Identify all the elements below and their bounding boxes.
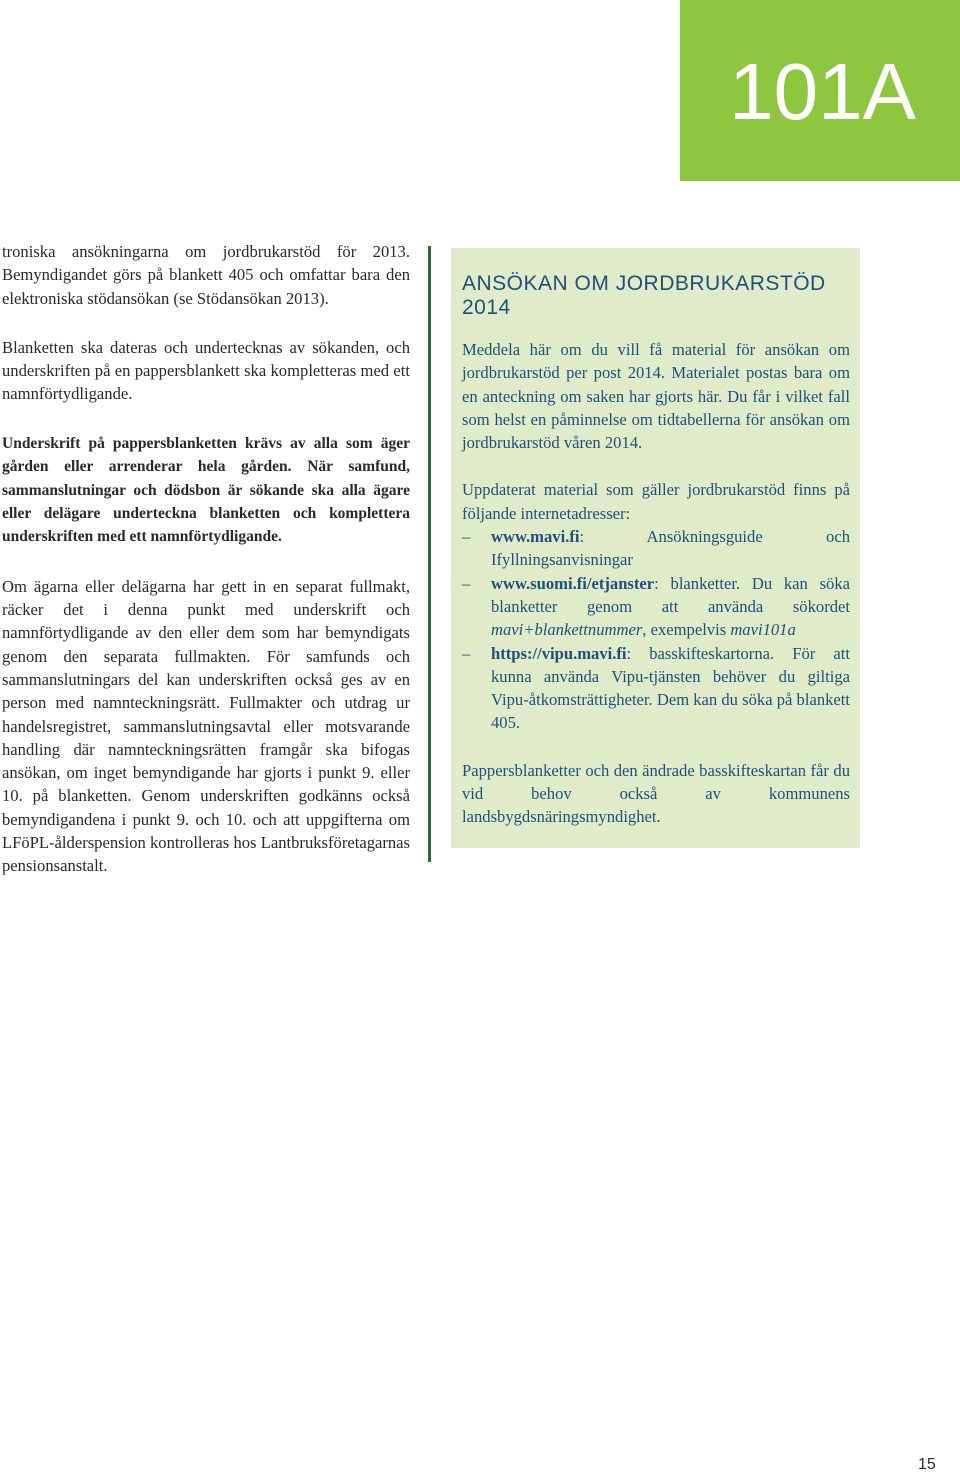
link-suomi[interactable]: www.suomi.fi/etjanster xyxy=(491,573,655,593)
link-suomi-description-2: , exempelvis xyxy=(642,620,731,640)
link-list xyxy=(462,525,850,735)
link-item-mavi xyxy=(462,525,850,572)
page-number: 15 xyxy=(918,1456,936,1473)
info-sidebar xyxy=(451,248,860,848)
sidebar-intro: Meddela här om du vill få material för ansökan om jordbrukarstöd per post 2014. Materialet postas bara om en anteckning om saken har gjorts här. Du får i vilket fall som helst en påminnelse om tidtabellerna för ansökan om jordbrukarstöd våren 2014. xyxy=(462,340,850,453)
dash-marker: – xyxy=(462,643,471,663)
search-term-example: mavi+blankettnummer xyxy=(491,620,643,640)
link-vipu-description: : basskifteskartorna. För att kunna använda Vipu-tjänsten behöver du giltiga Vipu-åtkomsträttigheter. Dem kan du söka på blankett 405. xyxy=(491,643,850,733)
left-paragraph-1: troniska ansökningarna om jordbrukarstöd för 2013. Bemyndigandet görs på blankett 405 och omfattar bara den elektroniska stödansökan (se Stödansökan 2013). xyxy=(2,242,410,308)
left-paragraph-4: Om ägarna eller delägarna har gett in en separat fullmakt, räcker det i denna punkt med underskrift och namnförtydligande av den eller dem som har bemyndigats genom den separata fullmakten. För samfunds och sammanslutningars del kan underskriften också ges av en person med namnteckningsrätt. Fullmakter och utdrag ur handelsregistret, sammanslutningsavtal eller motsvarande handling där namnteckningsrätten framgår ska bifogas ansökan, om inget bemyndigande har gjorts i punkt 9. eller 10. på blanketten. Genom underskriften godkänns också bemyndigandena i punkt 9. och 10. och att uppgifterna om LFöPL-ålderspension kontrolleras hos Lantbruksföretagarnas pensionsanstalt. xyxy=(2,576,410,876)
dash-marker: – xyxy=(462,573,471,593)
sidebar-title: ANSÖKAN OM JORDBRUKARSTÖD 2014 xyxy=(462,272,826,319)
left-column xyxy=(2,240,410,904)
link-mavi[interactable]: www.mavi.fi xyxy=(491,527,580,547)
sidebar-body xyxy=(462,338,850,853)
link-mavi-description: : Ansökningsguide och Ifyllningsanvisningar xyxy=(491,527,850,570)
link-vipu[interactable]: https://vipu.mavi.fi xyxy=(491,643,627,663)
link-suomi-description: : blanketter. Du kan söka blanketter genom att använda sökordet xyxy=(491,573,850,616)
left-paragraph-2: Blanketten ska dateras och undertecknas av sökanden, och underskriften på en pappersblankett ska kompletteras med ett namnförtydligande. xyxy=(2,337,410,404)
sidebar-intro-2: Uppdaterat material som gäller jordbrukarstöd finns på följande internetadresser: xyxy=(462,480,850,523)
search-term-sample: mavi101a xyxy=(730,620,796,640)
link-item-vipu xyxy=(462,642,850,735)
link-item-suomi xyxy=(462,572,850,642)
column-divider xyxy=(428,246,431,862)
sidebar-outro: Pappersblanketter och den ändrade basskifteskartan får du vid behov också av kommunens landsbygdsnäringsmyndighet. xyxy=(462,760,850,827)
section-tab xyxy=(680,0,960,181)
dash-marker: – xyxy=(462,527,471,547)
section-tab-label: 101A xyxy=(729,47,916,136)
left-paragraph-3-bold: Underskrift på pappersblanketten krävs av alla som äger gården eller arrenderar hela gården. När samfund, sammanslutningar och dödsbon är sökande ska alla ägare eller delägare underteckna blanketten och komplettera underskriften med ett namnförtydligande. xyxy=(2,434,410,546)
